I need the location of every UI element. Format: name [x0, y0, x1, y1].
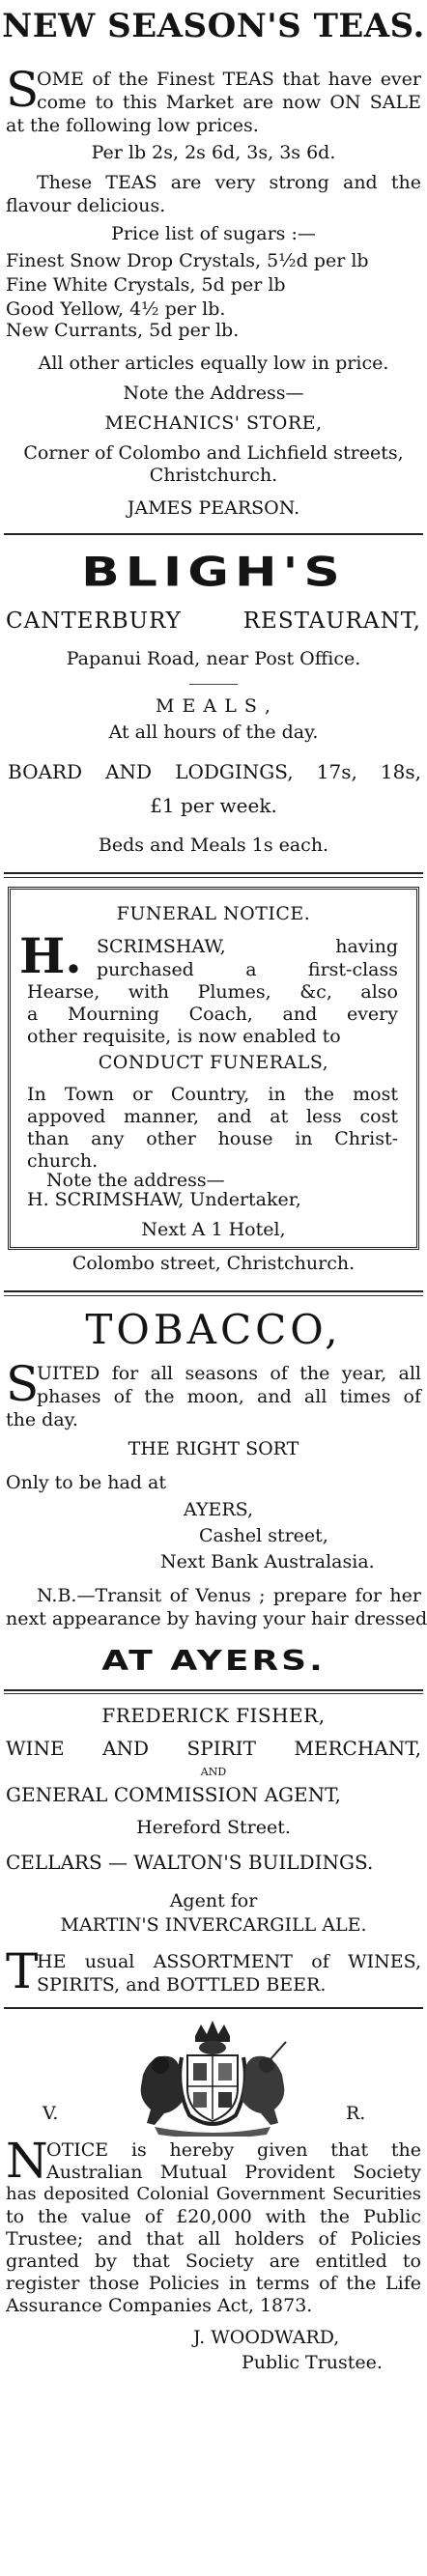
divider — [4, 877, 423, 878]
notice-r: R. — [346, 2103, 366, 2124]
funeral-para-line-4: a Mourning Coach, and every — [27, 1004, 398, 1025]
funeral-para-line-5: other requisite, is now enabled to — [27, 1026, 341, 1047]
fisher-street: Hereford Street. — [136, 1817, 291, 1838]
funeral-para2-line-2: appoved manner, and at less cost — [27, 1106, 398, 1127]
divider — [4, 533, 423, 535]
tobacco-para-line-2: phases of the moon, and all times of — [37, 1386, 421, 1407]
teas-note: Note the Address— — [123, 382, 304, 404]
teas-title: NEW SEASON'S TEAS. — [2, 7, 425, 45]
tobacco-para-line-1: UITED for all seasons of the year, all — [37, 1363, 421, 1384]
fisher-ale: MARTIN'S INVERCARGILL ALE. — [60, 1914, 367, 1936]
notice-para-line-6: granted by that Society are entitled to — [6, 2250, 421, 2272]
funeral-name: H. SCRIMSHAW, Undertaker, — [27, 1189, 301, 1210]
blighs-board: BOARD AND LODGINGS, 17s, 18s, — [8, 760, 421, 783]
notice-para-line-8: Assurance Companies Act, 1873. — [6, 2295, 313, 2316]
funeral-dropcap: H. — [19, 927, 82, 984]
blighs-weekly: £1 per week. — [150, 794, 277, 817]
funeral-para2-line-1: In Town or Country, in the most — [27, 1084, 398, 1105]
teas-proprietor: JAMES PEARSON. — [127, 497, 300, 519]
fisher-name: FREDERICK FISHER, — [101, 1704, 326, 1727]
tobacco-cashel: Cashel street, — [199, 1525, 328, 1546]
teas-other-articles: All other articles equally low in price. — [38, 353, 389, 374]
tobacco-nb-line-2: next appearance by having your hair dressed — [6, 1608, 427, 1629]
tobacco-only: Only to be had at — [6, 1472, 166, 1493]
blighs-beds: Beds and Meals 1s each. — [98, 835, 329, 856]
notice-dropcap: N — [6, 2133, 48, 2189]
teas-para2-line-1: These TEAS are very strong and the — [37, 172, 421, 193]
funeral-para-line-1: SCRIMSHAW, having — [97, 936, 398, 957]
fisher-assort-line-2: SPIRITS, and BOTTLED BEER. — [37, 1974, 327, 1996]
notice-signer: J. WOODWARD, — [193, 2327, 340, 2348]
divider — [4, 1295, 423, 1296]
funeral-advertisement — [0, 887, 427, 1250]
funeral-street: Colombo street, Christchurch. — [71, 1253, 356, 1274]
teas-para-line-3: at the following low prices. — [6, 115, 259, 136]
notice-v: V. — [43, 2103, 59, 2124]
tobacco-at-ayers: AT AYERS. — [101, 1645, 326, 1677]
teas-para2-line-2: flavour delicious. — [6, 195, 166, 216]
notice-para-line-2: Australian Mutual Provident Society — [46, 2162, 421, 2183]
teas-store-name: MECHANICS' STORE, — [104, 412, 323, 434]
tobacco-nb-line-1: N.B.—Transit of Venus ; prepare for her — [37, 1585, 421, 1606]
teas-dropcap: S — [6, 62, 40, 118]
tobacco-dropcap: S — [6, 1356, 40, 1412]
teas-address-line-2: Christchurch. — [149, 465, 278, 486]
notice-para-line-5: Trustee; and that all holders of Policies — [6, 2228, 421, 2250]
divider — [4, 872, 423, 874]
blighs-location: Papanui Road, near Post Office. — [66, 648, 361, 669]
teas-sugar-item-2: Fine White Crystals, 5d per lb — [6, 274, 286, 296]
notice-para-line-1: OTICE is hereby given that the — [46, 2139, 421, 2161]
divider — [189, 684, 238, 685]
tobacco-bank: Next Bank Australasia. — [160, 1551, 375, 1572]
funeral-para2-line-3: than any other house in Christ- — [27, 1128, 398, 1149]
funeral-heading: FUNERAL NOTICE. — [116, 903, 311, 924]
funeral-para-line-2: purchased a first-class — [97, 959, 398, 980]
teas-prices: Per lb 2s, 2s 6d, 3s, 3s 6d. — [91, 142, 336, 163]
blighs-logo: BLIGH'S — [81, 550, 346, 596]
tobacco-ayers: AYERS, — [184, 1499, 254, 1520]
divider — [4, 1290, 423, 1292]
tobacco-advertisement — [0, 1302, 427, 1737]
funeral-hotel: Next A 1 Hotel, — [141, 1219, 286, 1240]
blighs-hours: At all hours of the day. — [108, 722, 319, 743]
public-trustee-notice — [0, 2011, 427, 2576]
funeral-conduct: CONDUCT FUNERALS, — [98, 1052, 329, 1073]
teas-sugars-heading: Price list of sugars :— — [111, 223, 316, 244]
teas-advertisement — [0, 0, 427, 488]
blighs-title: CANTERBURY RESTAURANT, — [6, 609, 421, 634]
fisher-trade: WINE AND SPIRIT MERCHANT, — [6, 1737, 421, 1760]
teas-para-line-2: come to this Market are now ON SALE — [37, 92, 421, 113]
funeral-para-line-3: Hearse, with Plumes, &c, also — [27, 981, 398, 1003]
fisher-and: AND — [200, 1766, 227, 1778]
tobacco-right-sort: THE RIGHT SORT — [128, 1438, 299, 1459]
blighs-meals: M E A L S , — [156, 695, 271, 717]
funeral-para2-line-4: church. — [27, 1150, 99, 1172]
tobacco-para-line-3: the day. — [6, 1409, 78, 1430]
notice-signer-title: Public Trustee. — [242, 2352, 383, 2373]
notice-para-line-7: register those Policies in terms of the Life — [6, 2273, 421, 2294]
fisher-cellars: CELLARS — WALTON'S BUILDINGS. — [6, 1851, 374, 1874]
notice-para-line-4: to the value of £20,000 with the Public — [6, 2206, 421, 2227]
teas-para-line-1: OME of the Finest TEAS that have ever — [37, 69, 421, 90]
divider — [4, 2007, 423, 2009]
teas-sugar-item-1: Finest Snow Drop Crystals, 5½d per lb — [6, 250, 369, 271]
divider — [4, 1689, 423, 1691]
teas-address-line-1: Corner of Colombo and Lichfield streets, — [23, 442, 404, 464]
teas-sugar-item-3: Good Yellow, 4½ per lb. — [6, 298, 226, 320]
fisher-dropcap: T — [6, 1943, 39, 1999]
tobacco-title: TOBACCO, — [85, 1306, 342, 1353]
teas-sugar-item-4: New Currants, 5d per lb. — [6, 320, 240, 341]
fisher-agent: GENERAL COMMISSION AGENT, — [6, 1783, 341, 1806]
funeral-note: Note the address— — [46, 1170, 225, 1191]
divider — [4, 1693, 423, 1694]
fisher-assort-line-1: HE usual ASSORTMENT of WINES, — [37, 1951, 421, 1972]
fisher-agent-for: Agent for — [169, 1890, 258, 1911]
royal-coat-of-arms-icon — [126, 2019, 299, 2137]
notice-para-line-3: has deposited Colonial Government Securities — [6, 2184, 421, 2204]
